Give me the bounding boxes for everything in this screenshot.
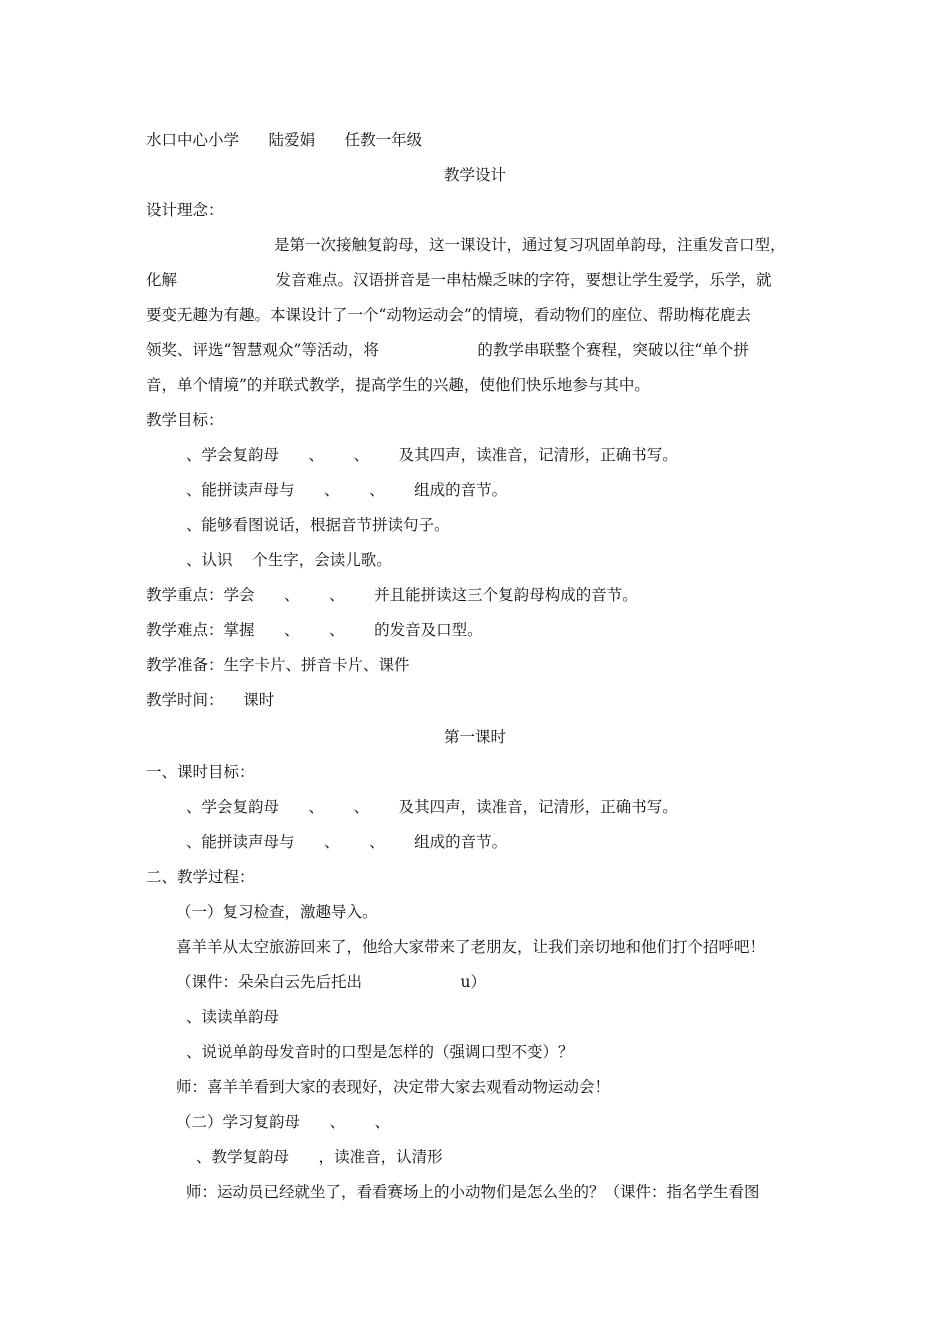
- lesson1-title: 第一课时: [443, 728, 506, 746]
- concept-line: 要变无趣为有趣。本课设计了一个“动物运动会”的情境，看动物们的座位、帮助梅花鹿去: [146, 306, 751, 324]
- goal-item: 、能够看图说话，根据音节拼读句子。: [186, 516, 450, 534]
- process-heading: 二、教学过程：: [146, 868, 255, 886]
- concept-line: 音，单个情境”的并联式教学，提高学生的兴趣，使他们快乐地参与其中。: [146, 376, 650, 394]
- concept-heading: 设计理念：: [146, 201, 224, 219]
- process-line: （课件：朵朵白云先后托出 u）: [176, 973, 487, 991]
- objective-item: 、能拼读声母与 、 、 组成的音节。: [186, 833, 508, 851]
- concept-line: 化解 发音难点。汉语拼音是一串枯燥乏味的字符，要想让学生爱学，乐学，就: [146, 271, 772, 289]
- process-line: （二）学习复韵母 、 、: [176, 1113, 391, 1131]
- objectives-heading: 一、课时目标：: [146, 763, 255, 781]
- objective-item: 、学会复韵母 、 、 及其四声，读准音，记清形，正确书写。: [186, 798, 678, 816]
- process-line: 喜羊羊从太空旅游回来了，他给大家带来了老朋友，让我们亲切地和他们打个招呼吧！: [176, 938, 766, 956]
- key-point: 教学重点：学会 、 、 并且能拼读这三个复韵母构成的音节。: [146, 586, 638, 604]
- process-line: 、说说单韵母发音时的口型是怎样的（强调口型不变）？: [186, 1043, 574, 1061]
- concept-line: 是第一次接触复韵母，这一课设计，通过复习巩固单韵母，注重发音口型，: [274, 236, 786, 254]
- concept-line: 领奖、评选“智慧观众”等活动，将 的教学串联整个赛程，突破以往“单个拼: [146, 341, 749, 359]
- page-title: 教学设计: [443, 166, 506, 184]
- process-line: 师：运动员已经就坐了，看看赛场上的小动物们是怎么坐的？（课件：指名学生看图: [186, 1183, 760, 1201]
- goals-heading: 教学目标：: [146, 411, 224, 429]
- process-line: （一）复习检查，激趣导入。: [176, 903, 378, 921]
- process-line: 、教学复韵母 ，读准音，认清形: [196, 1148, 443, 1166]
- difficulty: 教学难点：掌握 、 、 的发音及口型。: [146, 621, 483, 639]
- lesson-time: 教学时间： 课时: [146, 691, 275, 709]
- goal-item: 、认识 个生字，会读儿歌。: [186, 551, 392, 569]
- author-line: 水口中心小学 陆爱娟 任教一年级: [146, 131, 423, 149]
- goal-item: 、学会复韵母 、 、 及其四声，读准音，记清形，正确书写。: [186, 446, 678, 464]
- goal-item: 、能拼读声母与 、 、 组成的音节。: [186, 481, 508, 499]
- preparation: 教学准备：生字卡片、拼音卡片、课件: [146, 656, 410, 674]
- process-line: 师：喜羊羊看到大家的表现好，决定带大家去观看动物运动会！: [176, 1078, 611, 1096]
- process-line: 、读读单韵母: [186, 1008, 280, 1026]
